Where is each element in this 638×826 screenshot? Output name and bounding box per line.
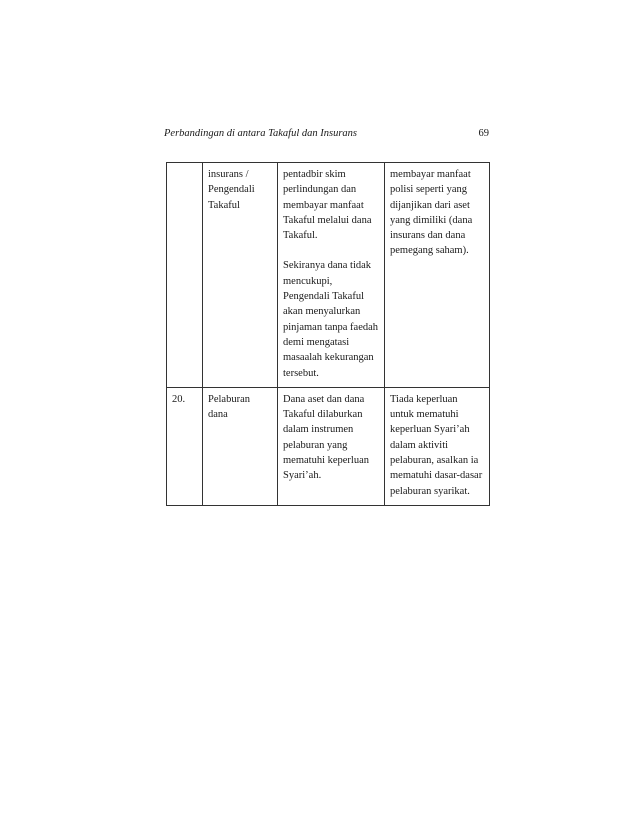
- table-row: [167, 387, 490, 505]
- insurans-text: Tiada keperluan untuk mematuhi keperluan Syari’ah dalam aktiviti pelaburan, asalkan ia mematuhi dasar-dasar pelaburan syarikat.: [390, 393, 483, 497]
- insurans-text: membayar manfaat polisi seperti yang dijanjikan dari aset yang dimiliki (dana insurans dan dana pemegang saham).: [390, 169, 473, 257]
- page-number: 69: [478, 128, 489, 139]
- table-row: [167, 163, 490, 388]
- aspect-text: Pelaburan dana: [208, 393, 250, 421]
- running-title: Perbandingan di antara Takaful dan Insurans: [164, 128, 357, 139]
- running-header: [164, 126, 489, 142]
- comparison-table: [166, 162, 490, 506]
- aspect-text: insurans / Pengendali Takaful: [208, 169, 255, 211]
- row-number-cell: [167, 163, 203, 388]
- insurans-cell: [385, 163, 490, 388]
- row-number-cell: [167, 387, 203, 505]
- takaful-paragraph: Dana aset dan dana Takaful dilaburkan dalam instrumen pelaburan yang mematuhi keperluan Syari’ah.: [283, 393, 370, 482]
- takaful-paragraph: Sekiranya dana tidak mencukupi, Pengendali Takaful akan menyalurkan pinjaman tanpa faedah demi mengatasi masaalah kekurangan tersebut.: [283, 260, 379, 379]
- aspect-cell: [203, 387, 278, 505]
- takaful-cell: [278, 163, 385, 388]
- row-number: 20.: [172, 393, 186, 405]
- insurans-cell: [385, 387, 490, 505]
- takaful-paragraph: pentadbir skim perlindungan dan membayar manfaat Takaful melalui dana Takaful.: [283, 169, 372, 242]
- takaful-cell: [278, 387, 385, 505]
- aspect-cell: [203, 163, 278, 388]
